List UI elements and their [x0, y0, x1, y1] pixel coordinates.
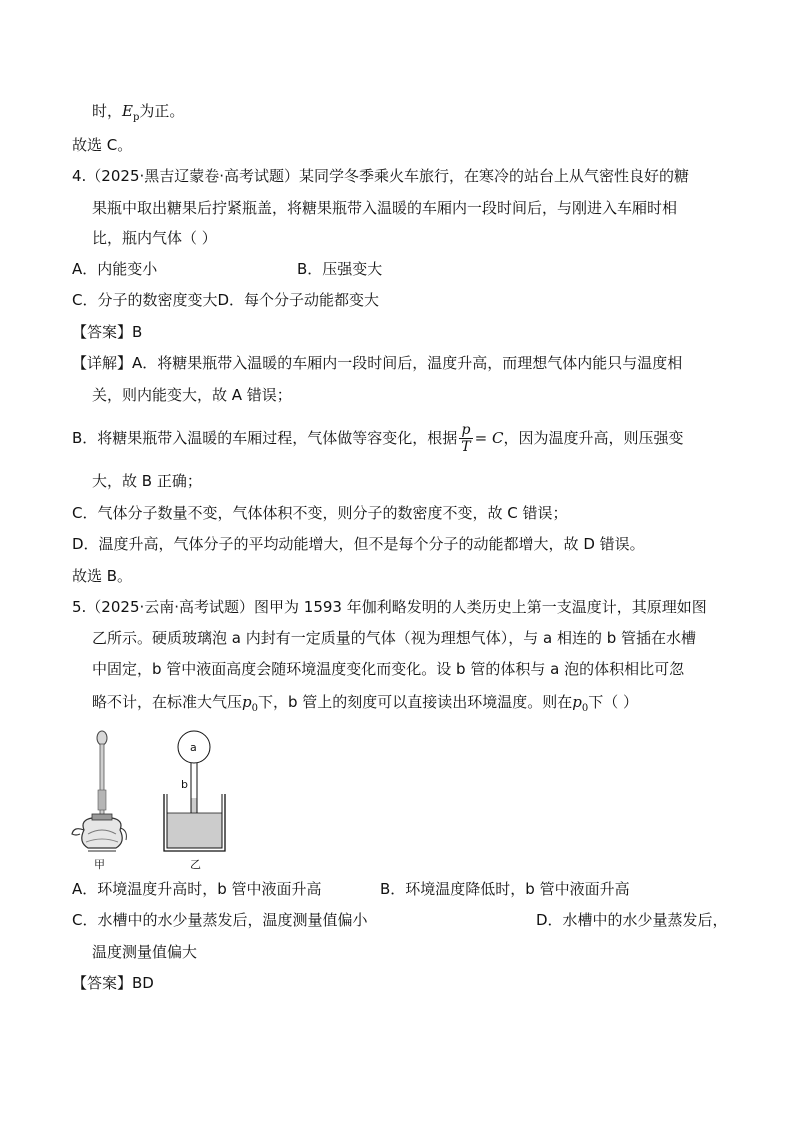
ep-symbol: $E_p$	[122, 102, 140, 123]
q4-stem-line3: 比，瓶内气体（ ）	[92, 229, 217, 247]
q5-stem-line1: 5.（2025·云南·高考试题）图甲为 1593 年伽利略发明的人类历史上第一支温度计，其原理如图	[72, 598, 707, 616]
bulb-label-a: a	[190, 741, 197, 754]
q4-stem-line2: 果瓶中取出糖果后拧紧瓶盖，将糖果瓶带入温暖的车厢内一段时间后，与刚进入车厢时相	[92, 199, 678, 217]
q5-option-b: B．环境温度降低时，b 管中液面升高	[380, 880, 630, 898]
q5-option-a: A．环境温度升高时，b 管中液面升高	[72, 880, 322, 898]
prev-tail-post: 为正。	[139, 102, 185, 120]
q5-answer: 【答案】BD	[72, 974, 154, 992]
q4-detail-b-line1: B．将糖果瓶带入温暖的车厢过程，气体做等容变化，根据 $\frac{p}{T}$ = C，因为温度升高，则压强变	[72, 422, 684, 455]
q4-option-b: B．压强变大	[297, 260, 383, 278]
galileo-thermoscope-figure	[70, 730, 130, 855]
q4-detail-a-line2: 关，则内能变大，故 A 错误；	[92, 386, 292, 404]
prev-tail-line	[92, 101, 184, 128]
q5-option-d-line1: D．水槽中的水少量蒸发后，	[536, 911, 728, 929]
q4-conclusion: 故选 B。	[72, 567, 133, 585]
equals-constant: = C	[474, 429, 504, 447]
q4-options-row2	[72, 290, 379, 310]
q4-detail-c: C．气体分子数量不变，气体体积不变，则分子的数密度不变，故 C 错误；	[72, 504, 568, 522]
q4-answer: 【答案】B	[72, 323, 143, 341]
q4-detail-a-line1: 【详解】A．将糖果瓶带入温暖的车厢内一段时间后，温度升高，而理想气体内能只与温度相	[72, 354, 683, 372]
figure-label-yi: 乙	[190, 858, 201, 871]
q4-option-d: D．每个分子动能都变大	[217, 291, 380, 309]
q4-option-c: C．分子的数密度变大	[72, 291, 218, 309]
prev-tail-pre: 时，	[92, 102, 123, 120]
tube-label-b: b	[181, 778, 188, 791]
q4-options-row1	[72, 259, 772, 279]
q5-stem-line4: 略不计，在标准大气压$p_0$下，b 管上的刻度可以直接读出环境温度。则在$p_0$下（ ）	[92, 693, 639, 714]
q4-option-a: A．内能变小	[72, 260, 158, 278]
q5-option-c: C．水槽中的水少量蒸发后，温度测量值偏小	[72, 911, 368, 929]
figure-label-jia: 甲	[94, 858, 105, 871]
q5-stem-line2: 乙所示。硬质玻璃泡 a 内封有一定质量的气体（视为理想气体），与 a 相连的 b 管插在水槽	[92, 629, 697, 647]
p0-symbol: $p_0$	[242, 693, 258, 714]
q4-detail-d: D．温度升高，气体分子的平均动能增大，但不是每个分子的动能都增大，故 D 错误。	[72, 535, 645, 553]
q5-option-d-line2: 温度测量值偏大	[92, 943, 198, 961]
q4-stem-line1: 4.（2025·黑吉辽蒙卷·高考试题）某同学冬季乘火车旅行，在寒冷的站台上从气密性良好的糖	[72, 167, 690, 185]
pressure-temperature-fraction: $\frac{p}{T}$	[461, 422, 471, 455]
p0-symbol-2: $p_0$	[572, 693, 589, 714]
q4-detail-b-line2: 大，故 B 正确；	[92, 472, 202, 490]
prev-conclusion: 故选 C。	[72, 136, 133, 154]
q5-stem-line3: 中固定，b 管中液面高度会随环境温度变化而变化。设 b 管的体积与 a 泡的体积相比可忽	[92, 660, 685, 678]
